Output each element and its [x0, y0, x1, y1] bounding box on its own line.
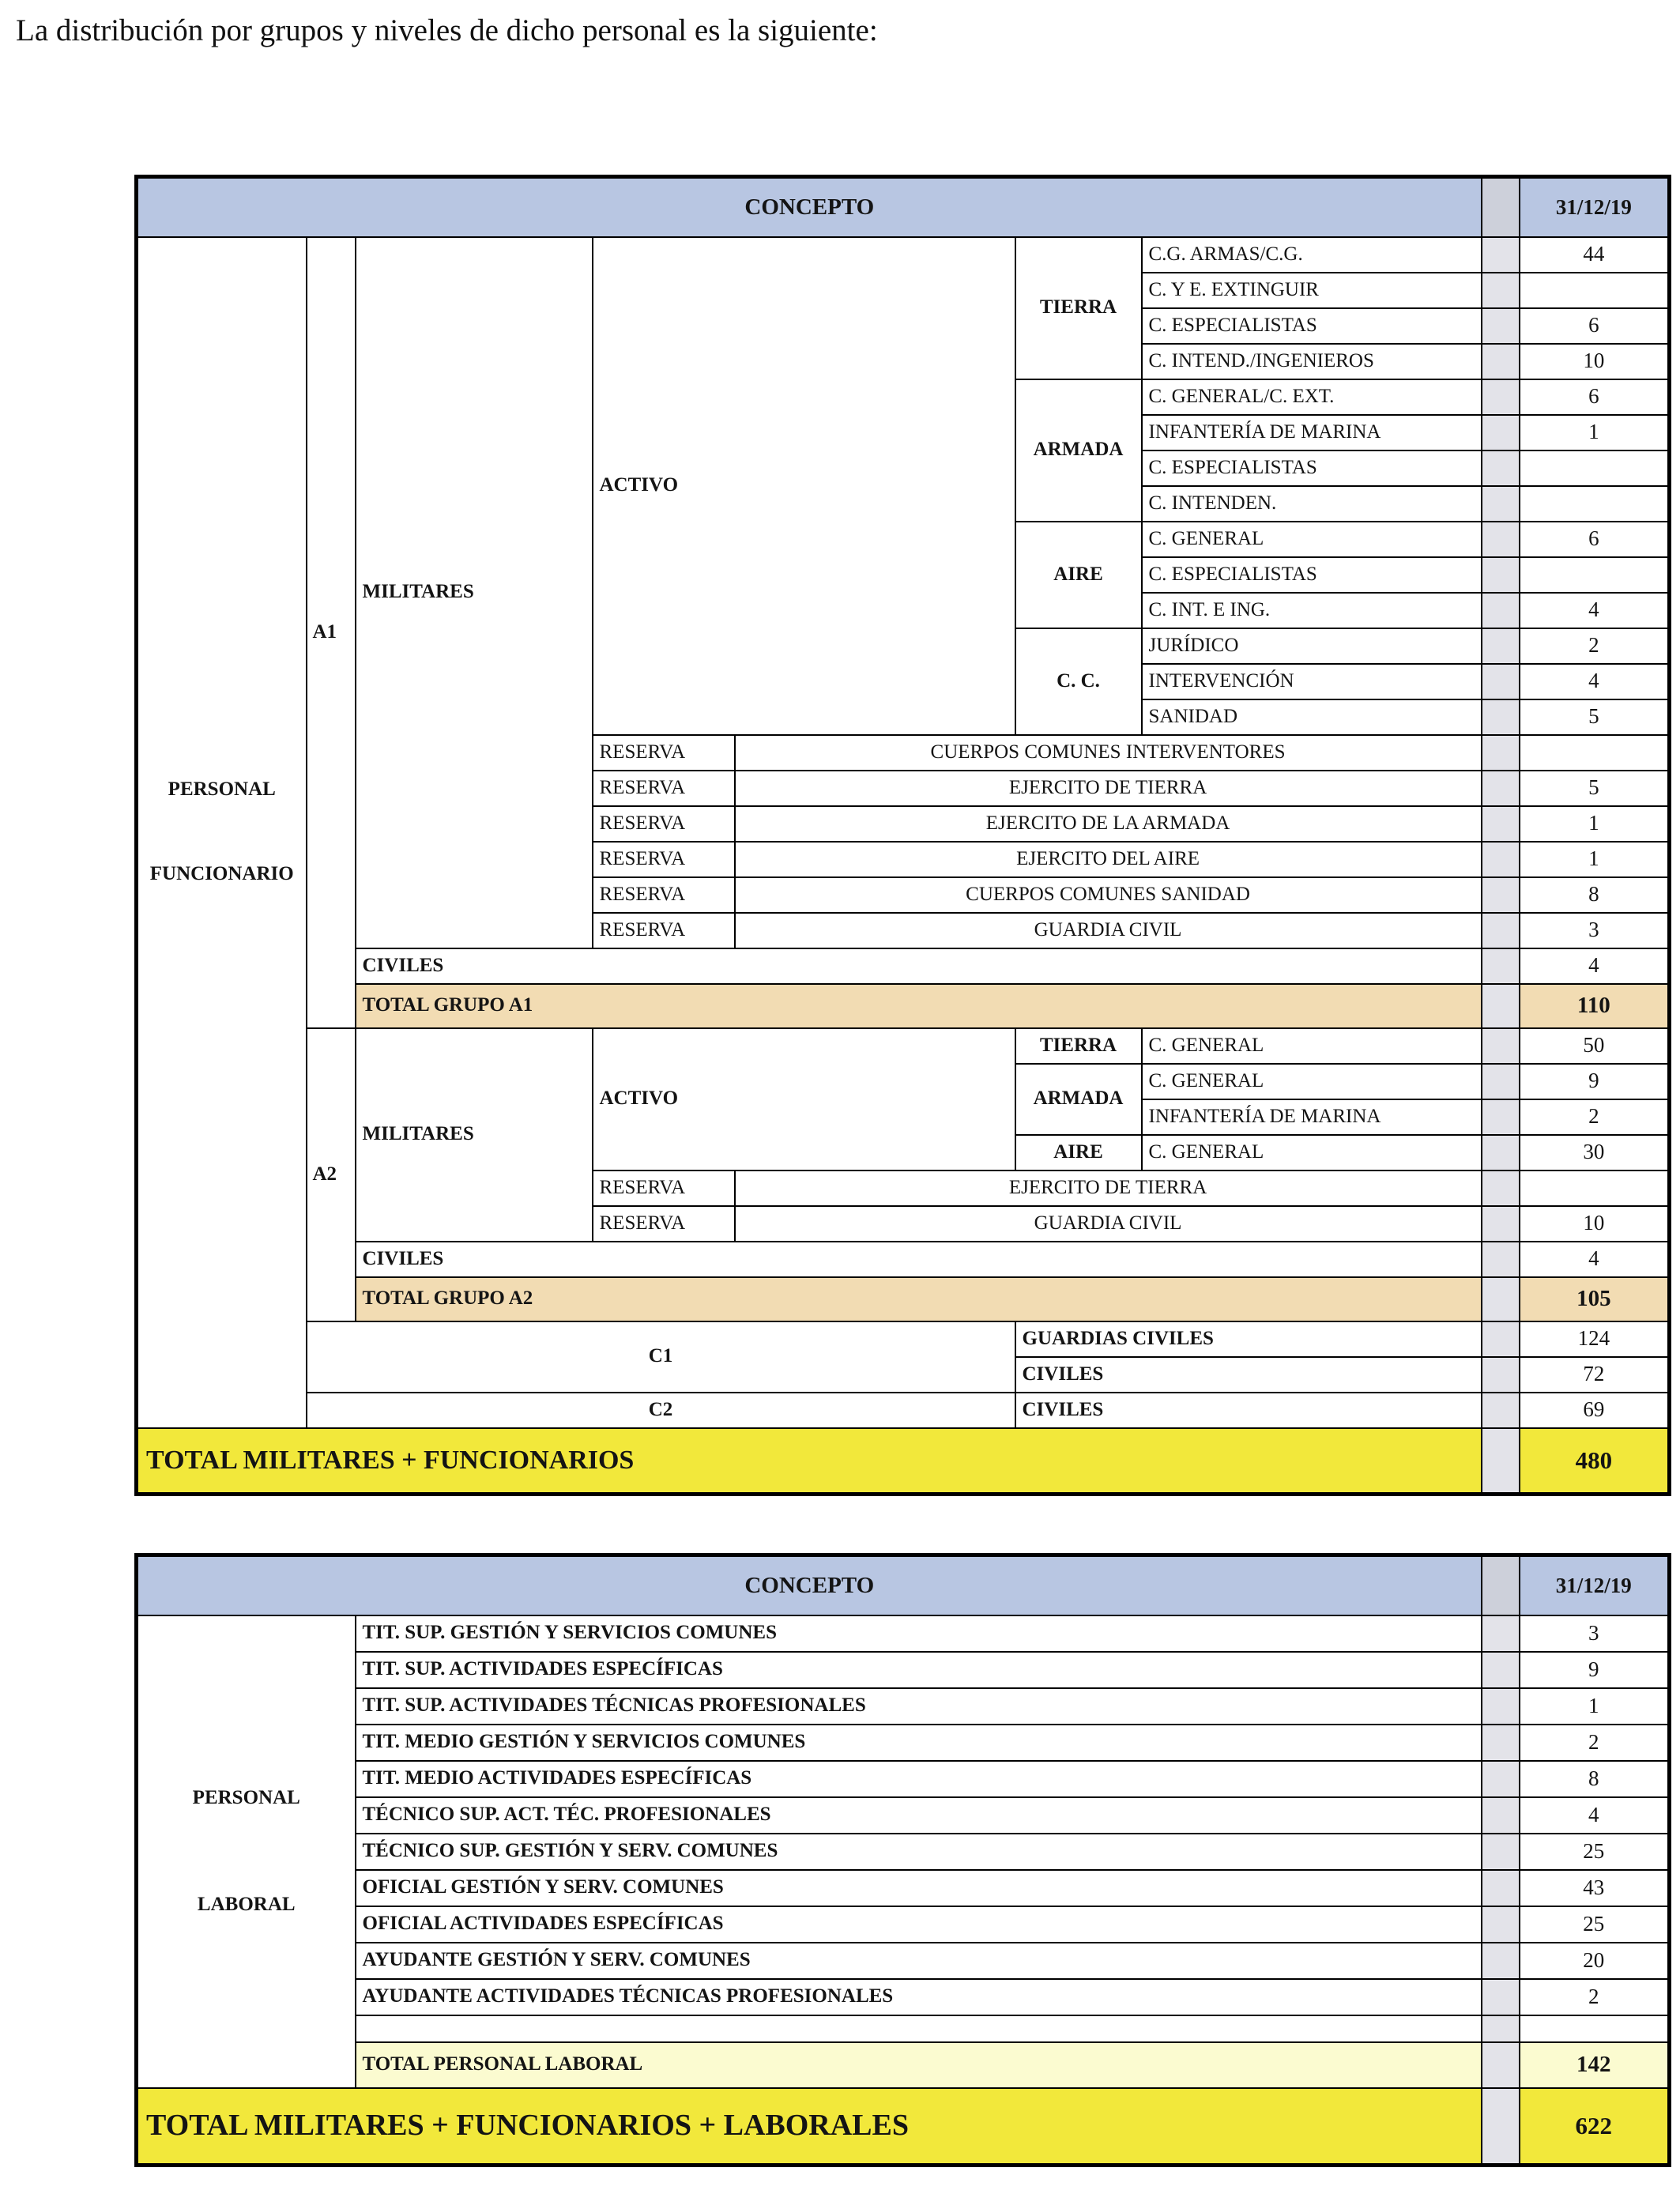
reserva-label-cell: RESERVA: [593, 771, 735, 806]
separator-cell: [1482, 1761, 1520, 1797]
laboral-row-label: OFICIAL ACTIVIDADES ESPECÍFICAS: [356, 1906, 1482, 1943]
corps-cell: C.G. ARMAS/C.G.: [1142, 237, 1482, 273]
table1-concepto-header: CONCEPTO: [137, 177, 1482, 237]
value-cell: [1520, 1171, 1670, 1206]
value-cell: 30: [1520, 1135, 1670, 1171]
militares-a2-cell: MILITARES: [356, 1028, 593, 1242]
corps-cell: C. ESPECIALISTAS: [1142, 308, 1482, 344]
personal-funcionario-cell: [137, 237, 307, 1428]
corps-cell: JURÍDICO: [1142, 628, 1482, 664]
reserva-label-cell: RESERVA: [593, 877, 735, 913]
value-cell: 9: [1520, 1652, 1670, 1688]
separator-cell: [1482, 1834, 1520, 1870]
corps-cell: C. GENERAL/C. EXT.: [1142, 379, 1482, 415]
value-cell: 6: [1520, 379, 1670, 415]
value-cell: 4: [1520, 1797, 1670, 1834]
value-cell: 4: [1520, 948, 1670, 984]
separator-cell: [1482, 379, 1520, 415]
separator-cell: [1482, 273, 1520, 308]
corps-cell: C. ESPECIALISTAS: [1142, 557, 1482, 593]
separator-cell: [1482, 1357, 1520, 1393]
value-cell: 72: [1520, 1357, 1670, 1393]
value-cell: 1: [1520, 806, 1670, 842]
value-cell: 10: [1520, 1206, 1670, 1242]
laboral-row-label: AYUDANTE GESTIÓN Y SERV. COMUNES: [356, 1943, 1482, 1979]
separator-cell: [1482, 628, 1520, 664]
value-cell: 5: [1520, 771, 1670, 806]
separator-cell: [1482, 2015, 1520, 2042]
separator-cell: [1482, 1725, 1520, 1761]
total-personal-laboral-value: 142: [1520, 2042, 1670, 2088]
separator-cell: [1482, 1555, 1520, 1615]
separator-cell: [1482, 2042, 1520, 2088]
value-cell: 25: [1520, 1834, 1670, 1870]
separator-cell: [1482, 1428, 1520, 1495]
reserva-label-cell: RESERVA: [593, 806, 735, 842]
laboral-row-label: AYUDANTE ACTIVIDADES TÉCNICAS PROFESIONALES: [356, 1979, 1482, 2015]
reserva-corps-cell: CUERPOS COMUNES INTERVENTORES: [735, 735, 1482, 771]
reserva-corps-cell: EJERCITO DE TIERRA: [735, 1171, 1482, 1206]
value-cell: 2: [1520, 1099, 1670, 1135]
value-cell: 50: [1520, 1028, 1670, 1064]
c1-row-label: GUARDIAS CIVILES: [1015, 1321, 1482, 1357]
separator-cell: [1482, 1870, 1520, 1906]
total-grupo-a1-value: 110: [1520, 984, 1670, 1028]
separator-cell: [1482, 593, 1520, 628]
separator-cell: [1482, 699, 1520, 735]
corps-cell: SANIDAD: [1142, 699, 1482, 735]
separator-cell: [1482, 735, 1520, 771]
separator-cell: [1482, 1028, 1520, 1064]
value-cell: 4: [1520, 664, 1670, 699]
group-a2-cell: A2: [307, 1028, 356, 1321]
laboral-row-label: TÉCNICO SUP. ACT. TÉC. PROFESIONALES: [356, 1797, 1482, 1834]
total-grupo-a2-label: TOTAL GRUPO A2: [356, 1277, 1482, 1321]
separator-cell: [1482, 842, 1520, 877]
value-cell: 124: [1520, 1321, 1670, 1357]
branch-aire-cell: AIRE: [1015, 1135, 1142, 1171]
separator-cell: [1482, 1242, 1520, 1277]
separator-cell: [1482, 1943, 1520, 1979]
value-cell: 8: [1520, 1761, 1670, 1797]
corps-cell: C. GENERAL: [1142, 522, 1482, 557]
separator-cell: [1482, 771, 1520, 806]
value-cell: 43: [1520, 1870, 1670, 1906]
branch-tierra-cell: TIERRA: [1015, 1028, 1142, 1064]
civiles-a1-cell: CIVILES: [356, 948, 1482, 984]
personal-laboral-cell: [137, 1615, 356, 2088]
separator-cell: [1482, 1206, 1520, 1242]
corps-cell: C. GENERAL: [1142, 1064, 1482, 1099]
separator-cell: [1482, 1064, 1520, 1099]
value-cell: 1: [1520, 1688, 1670, 1725]
separator-cell: [1482, 450, 1520, 486]
reserva-corps-cell: EJERCITO DE TIERRA: [735, 771, 1482, 806]
separator-cell: [1482, 1979, 1520, 2015]
separator-cell: [1482, 664, 1520, 699]
separator-cell: [1482, 1393, 1520, 1428]
value-cell: 25: [1520, 1906, 1670, 1943]
personal-laboral-line2: LABORAL: [197, 1893, 296, 1915]
value-cell: 2: [1520, 1979, 1670, 2015]
laboral-row-label: TIT. MEDIO ACTIVIDADES ESPECÍFICAS: [356, 1761, 1482, 1797]
laboral-row-label: OFICIAL GESTIÓN Y SERV. COMUNES: [356, 1870, 1482, 1906]
value-cell: [1520, 557, 1670, 593]
group-c1-cell: C1: [307, 1321, 1015, 1393]
separator-cell: [1482, 237, 1520, 273]
reserva-label-cell: RESERVA: [593, 1206, 735, 1242]
laboral-row-label: TIT. SUP. ACTIVIDADES TÉCNICAS PROFESIONALES: [356, 1688, 1482, 1725]
value-cell: 5: [1520, 699, 1670, 735]
corps-cell: C. Y E. EXTINGUIR: [1142, 273, 1482, 308]
corps-cell: INTERVENCIÓN: [1142, 664, 1482, 699]
reserva-corps-cell: CUERPOS COMUNES SANIDAD: [735, 877, 1482, 913]
value-cell: 2: [1520, 1725, 1670, 1761]
laboral-table: [134, 1553, 1671, 2167]
separator-cell: [1482, 1652, 1520, 1688]
laboral-row-label: TIT. MEDIO GESTIÓN Y SERVICIOS COMUNES: [356, 1725, 1482, 1761]
laboral-row-label: TÉCNICO SUP. GESTIÓN Y SERV. COMUNES: [356, 1834, 1482, 1870]
total-general-label: TOTAL MILITARES + FUNCIONARIOS + LABORALES: [137, 2088, 1482, 2166]
value-cell: 6: [1520, 308, 1670, 344]
total-general-value: 622: [1520, 2088, 1670, 2166]
value-cell: [1520, 273, 1670, 308]
table1-date-header: 31/12/19: [1520, 177, 1670, 237]
separator-cell: [1482, 1135, 1520, 1171]
funcionarios-table: [134, 175, 1671, 1496]
separator-cell: [1482, 1321, 1520, 1357]
c1-row-label: CIVILES: [1015, 1357, 1482, 1393]
value-cell: 20: [1520, 1943, 1670, 1979]
value-cell: 3: [1520, 913, 1670, 948]
laboral-row-label: TIT. SUP. GESTIÓN Y SERVICIOS COMUNES: [356, 1615, 1482, 1652]
reserva-corps-cell: GUARDIA CIVIL: [735, 1206, 1482, 1242]
value-cell: 6: [1520, 522, 1670, 557]
reserva-label-cell: RESERVA: [593, 1171, 735, 1206]
activo-a2-cell: ACTIVO: [593, 1028, 1015, 1171]
separator-cell: [1482, 1099, 1520, 1135]
reserva-corps-cell: EJERCITO DE LA ARMADA: [735, 806, 1482, 842]
empty-cell: [1520, 2015, 1670, 2042]
personal-funcionario-line1: PERSONAL: [168, 778, 276, 801]
separator-cell: [1482, 1906, 1520, 1943]
reserva-label-cell: RESERVA: [593, 842, 735, 877]
value-cell: 8: [1520, 877, 1670, 913]
group-a1-cell: A1: [307, 237, 356, 1028]
corps-cell: INFANTERÍA DE MARINA: [1142, 415, 1482, 450]
value-cell: [1520, 486, 1670, 522]
group-c2-cell: C2: [307, 1393, 1015, 1428]
separator-cell: [1482, 415, 1520, 450]
value-cell: 69: [1520, 1393, 1670, 1428]
separator-cell: [1482, 984, 1520, 1028]
value-cell: 1: [1520, 415, 1670, 450]
separator-cell: [1482, 2088, 1520, 2166]
total-grupo-a2-value: 105: [1520, 1277, 1670, 1321]
branch-tierra-cell: TIERRA: [1015, 237, 1142, 379]
branch-cc-cell: C. C.: [1015, 628, 1142, 735]
table2-concepto-header: CONCEPTO: [137, 1555, 1482, 1615]
total-personal-laboral-label: TOTAL PERSONAL LABORAL: [356, 2042, 1482, 2088]
reserva-label-cell: RESERVA: [593, 913, 735, 948]
branch-armada-cell: ARMADA: [1015, 1064, 1142, 1135]
corps-cell: C. GENERAL: [1142, 1135, 1482, 1171]
value-cell: [1520, 735, 1670, 771]
separator-cell: [1482, 486, 1520, 522]
separator-cell: [1482, 1277, 1520, 1321]
intro-text: La distribución por grupos y niveles de dicho personal es la siguiente:: [16, 13, 878, 47]
reserva-corps-cell: GUARDIA CIVIL: [735, 913, 1482, 948]
personal-funcionario-line2: FUNCIONARIO: [149, 863, 294, 884]
reserva-label-cell: RESERVA: [593, 735, 735, 771]
separator-cell: [1482, 522, 1520, 557]
militares-a1-cell: MILITARES: [356, 237, 593, 948]
separator-cell: [1482, 948, 1520, 984]
corps-cell: C. INT. E ING.: [1142, 593, 1482, 628]
value-cell: 4: [1520, 1242, 1670, 1277]
branch-armada-cell: ARMADA: [1015, 379, 1142, 522]
value-cell: 10: [1520, 344, 1670, 379]
laboral-row-label: TIT. SUP. ACTIVIDADES ESPECÍFICAS: [356, 1652, 1482, 1688]
separator-cell: [1482, 557, 1520, 593]
corps-cell: C. INTENDEN.: [1142, 486, 1482, 522]
empty-cell: [356, 2015, 1482, 2042]
total-grupo-a1-label: TOTAL GRUPO A1: [356, 984, 1482, 1028]
activo-a1-cell: ACTIVO: [593, 237, 1015, 735]
value-cell: [1520, 450, 1670, 486]
value-cell: 4: [1520, 593, 1670, 628]
total-militares-funcionarios-value: 480: [1520, 1428, 1670, 1495]
civiles-a2-cell: CIVILES: [356, 1242, 1482, 1277]
personal-laboral-line1: PERSONAL: [192, 1786, 300, 1808]
separator-cell: [1482, 344, 1520, 379]
value-cell: 1: [1520, 842, 1670, 877]
corps-cell: C. ESPECIALISTAS: [1142, 450, 1482, 486]
value-cell: 3: [1520, 1615, 1670, 1652]
separator-cell: [1482, 1688, 1520, 1725]
separator-cell: [1482, 806, 1520, 842]
separator-cell: [1482, 913, 1520, 948]
reserva-corps-cell: EJERCITO DEL AIRE: [735, 842, 1482, 877]
separator-cell: [1482, 1797, 1520, 1834]
separator-cell: [1482, 308, 1520, 344]
corps-cell: C. INTEND./INGENIEROS: [1142, 344, 1482, 379]
value-cell: 44: [1520, 237, 1670, 273]
corps-cell: INFANTERÍA DE MARINA: [1142, 1099, 1482, 1135]
branch-aire-cell: AIRE: [1015, 522, 1142, 628]
c2-row-label: CIVILES: [1015, 1393, 1482, 1428]
separator-cell: [1482, 177, 1520, 237]
corps-cell: C. GENERAL: [1142, 1028, 1482, 1064]
value-cell: 9: [1520, 1064, 1670, 1099]
value-cell: 2: [1520, 628, 1670, 664]
separator-cell: [1482, 877, 1520, 913]
separator-cell: [1482, 1615, 1520, 1652]
separator-cell: [1482, 1171, 1520, 1206]
total-militares-funcionarios-label: TOTAL MILITARES + FUNCIONARIOS: [137, 1428, 1482, 1495]
table2-date-header: 31/12/19: [1520, 1555, 1670, 1615]
